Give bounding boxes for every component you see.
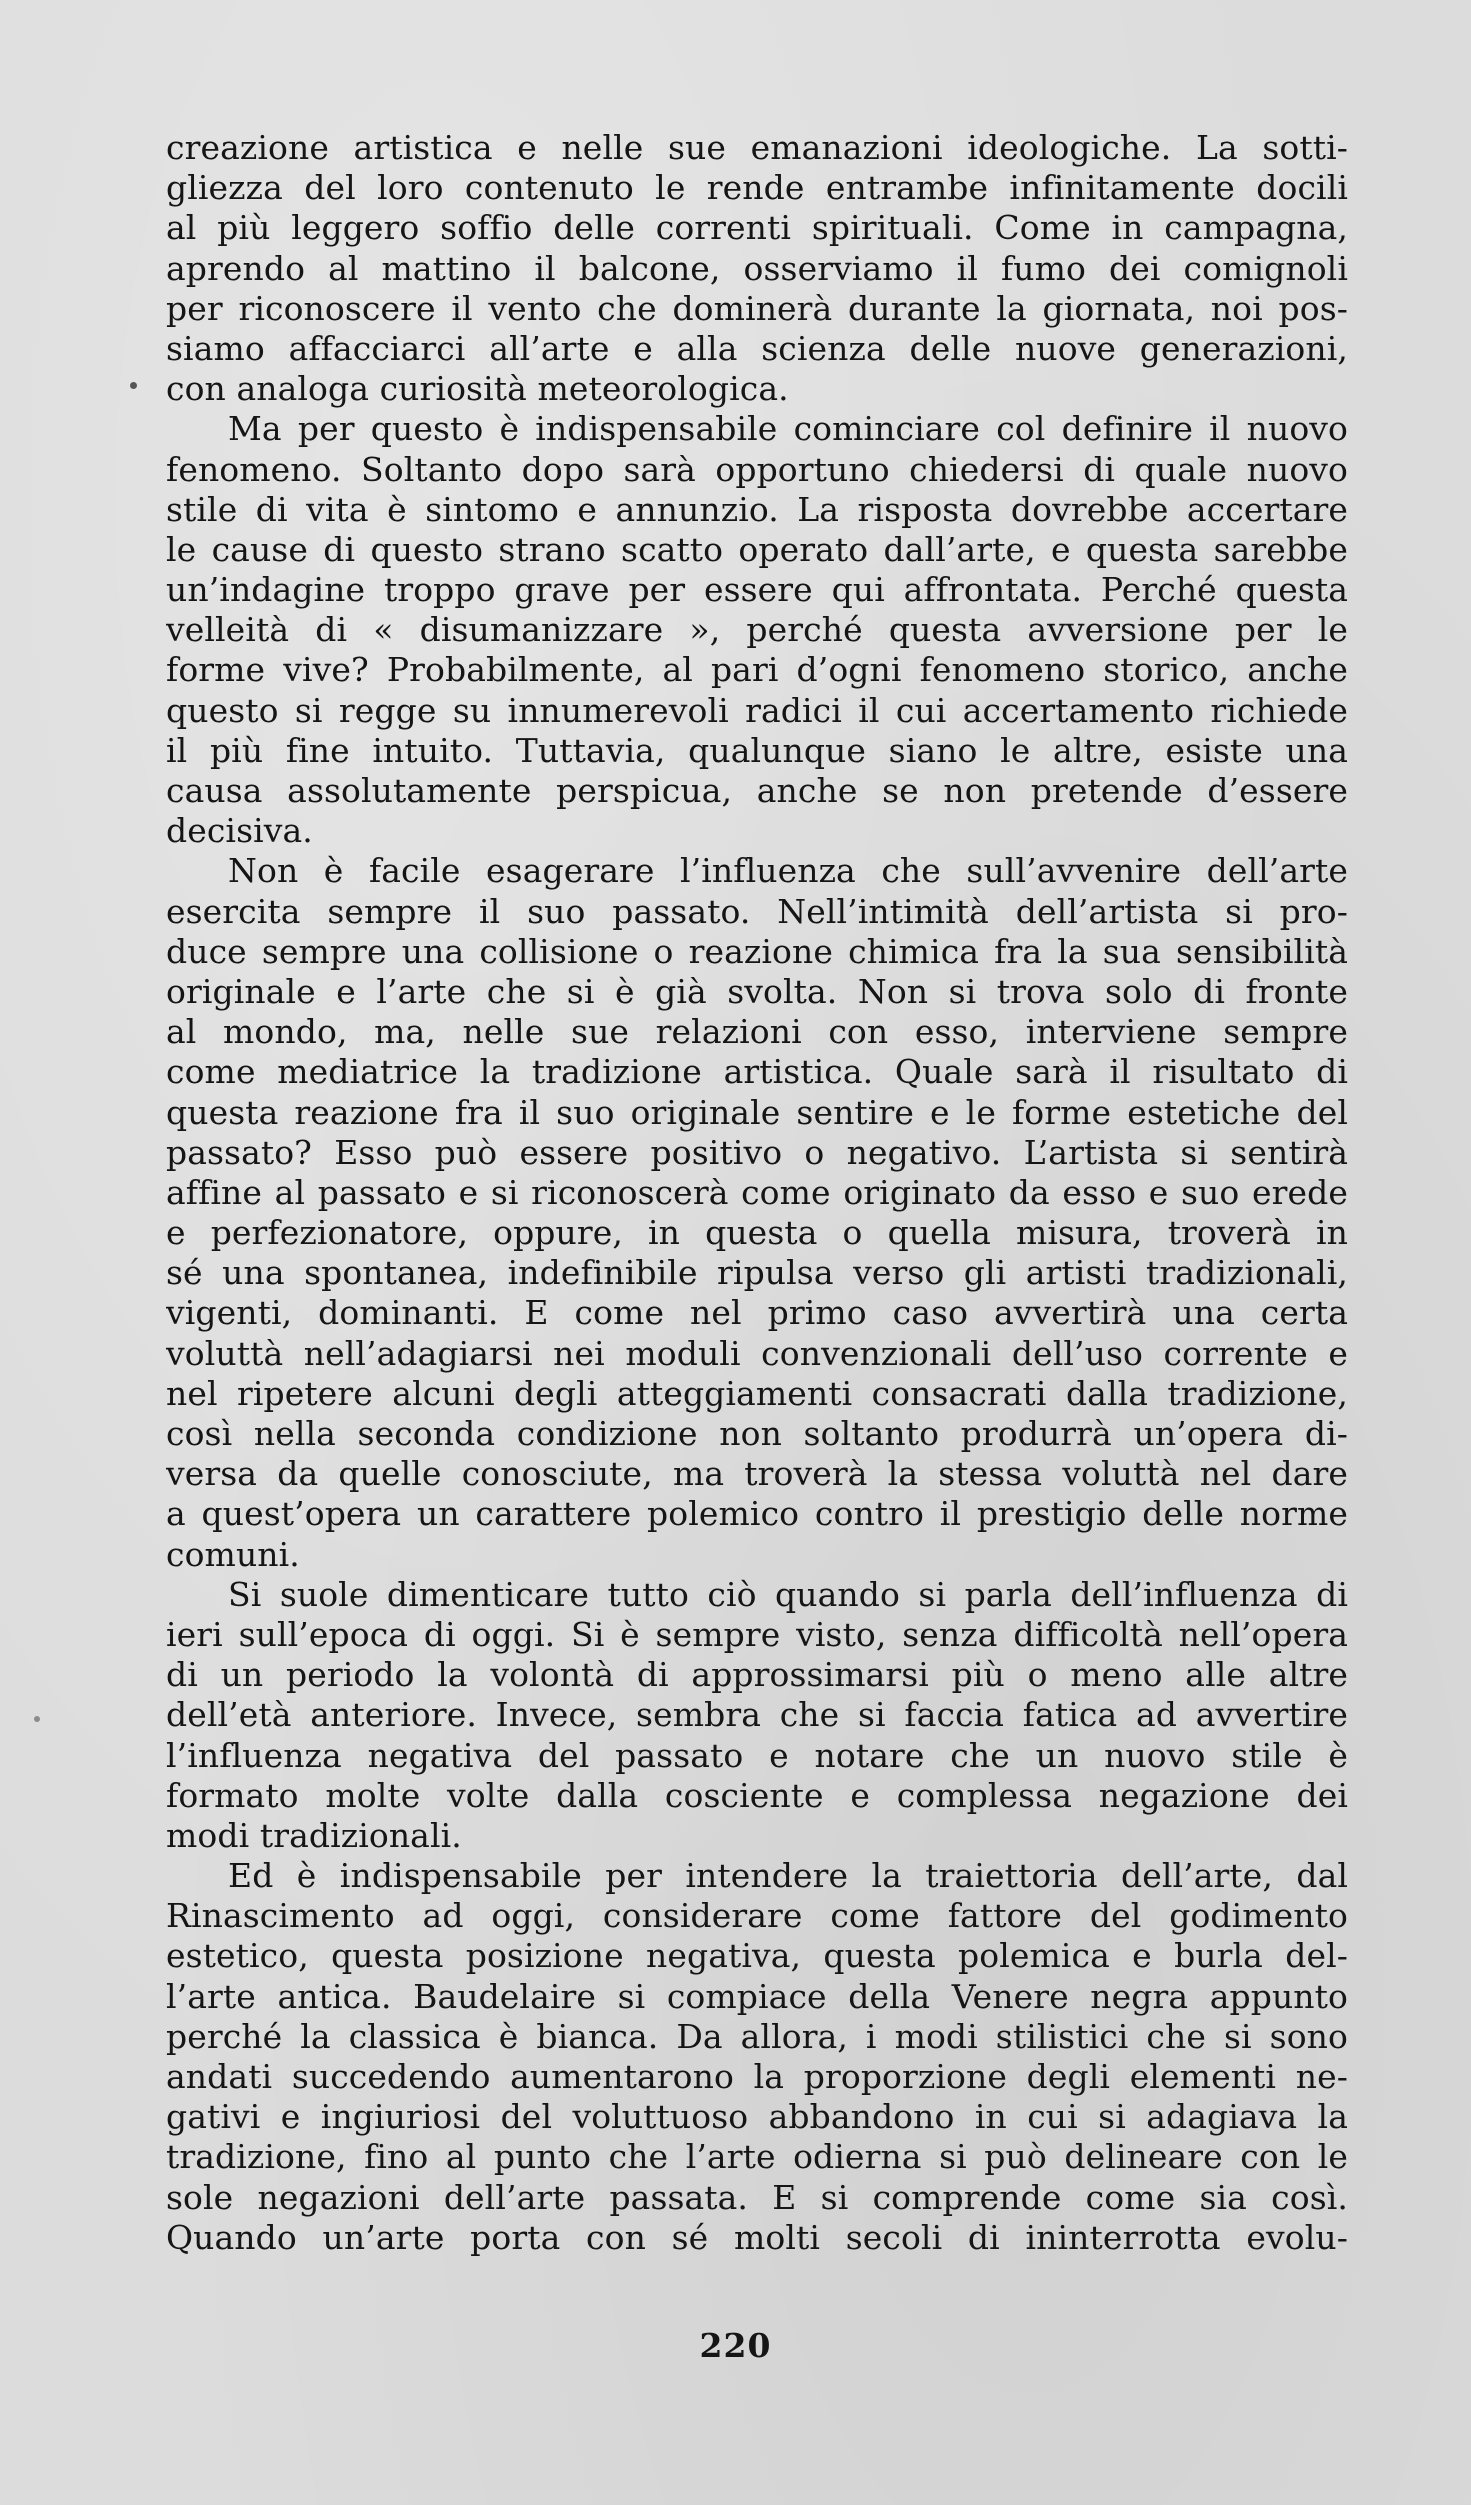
page-number: 220 [699, 2326, 772, 2365]
text-line: comuni. [166, 1534, 300, 1574]
text-line: gliezza del loro contenuto le rende entrambe infinitamente docili [166, 168, 1348, 208]
text-line: esercita sempre il suo passato. Nell’intimità dell’artista si pro- [166, 891, 1348, 931]
text-line: aprendo al mattino il balcone, osserviamo il fumo dei comignoli [166, 248, 1348, 288]
text-line: passato? Esso può essere positivo o negativo. L’artista si sentirà [166, 1132, 1348, 1172]
text-line: con analoga curiosità meteorologica. [166, 369, 789, 409]
text-line: nel ripetere alcuni degli atteggiamenti consacrati dalla tradizione, [166, 1373, 1348, 1413]
text-line: le cause di questo strano scatto operato dall’arte, e questa sarebbe [166, 529, 1348, 569]
text-line: decisiva. [166, 811, 313, 851]
text-line: causa assolutamente perspicua, anche se non pretende d’essere [166, 771, 1348, 810]
text-line: Ed è indispensabile per intendere la traiettoria dell’arte, dal [228, 1856, 1348, 1896]
text-line: vigenti, dominanti. E come nel primo caso avvertirà una certa [166, 1293, 1348, 1333]
text-line: versa da quelle conosciute, ma troverà la stessa voluttà nel dare [166, 1454, 1348, 1494]
text-line: formato molte volte dalla cosciente e complessa negazione dei [166, 1775, 1348, 1815]
print-speck [34, 1716, 40, 1722]
text-line: estetico, questa posizione negativa, questa polemica e burla del- [166, 1936, 1348, 1976]
text-line: ieri sull’epoca di oggi. Si è sempre visto, senza difficoltà nell’opera [166, 1614, 1348, 1654]
text-line: come mediatrice la tradizione artistica. Quale sarà il risultato di [166, 1052, 1348, 1092]
text-line: Si suole dimenticare tutto ciò quando si parla dell’influenza di [228, 1574, 1348, 1614]
text-line: Non è facile esagerare l’influenza che sull’avvenire dell’arte [228, 851, 1348, 891]
text-line: creazione artistica e nelle sue emanazioni ideologiche. La sotti- [166, 128, 1348, 167]
text-line: forme vive? Probabilmente, al pari d’ogni fenomeno storico, anche [166, 650, 1348, 690]
text-line: per riconoscere il vento che dominerà durante la giornata, noi pos- [166, 288, 1348, 328]
text-line: Rinascimento ad oggi, considerare come fattore del godimento [166, 1896, 1348, 1936]
text-line: Ma per questo è indispensabile cominciare col definire il nuovo [228, 409, 1348, 449]
text-line: dell’età anteriore. Invece, sembra che si faccia fatica ad avvertire [166, 1695, 1348, 1735]
text-line: un’indagine troppo grave per essere qui affrontata. Perché questa [166, 570, 1348, 610]
text-line: il più fine intuito. Tuttavia, qualunque siano le altre, esiste una [166, 730, 1348, 770]
text-line: questo si regge su innumerevoli radici il cui accertamento richiede [166, 690, 1348, 730]
print-speck [130, 382, 137, 389]
text-line: così nella seconda condizione non soltanto produrrà un’opera di- [166, 1414, 1348, 1453]
text-line: stile di vita è sintomo e annunzio. La risposta dovrebbe accertare [166, 489, 1348, 529]
text-line: Quando un’arte porta con sé molti secoli di ininterrotta evolu- [166, 2217, 1348, 2257]
text-line: duce sempre una collisione o reazione chimica fra la sua sensibilità [166, 931, 1348, 971]
text-line: siamo affacciarci all’arte e alla scienza delle nuove generazioni, [166, 328, 1348, 368]
text-line: e perfezionatore, oppure, in questa o quella misura, troverà in [166, 1213, 1348, 1253]
text-line: affine al passato e si riconoscerà come originato da esso e suo erede [166, 1172, 1348, 1212]
text-line: andati succedendo aumentarono la proporzione degli elementi ne- [166, 2057, 1348, 2096]
body-text [166, 128, 1348, 2258]
text-line: l’arte antica. Baudelaire si compiace della Venere negra appunto [166, 1976, 1348, 2016]
text-line: gativi e ingiuriosi del voluttuoso abbandono in cui si adagiava la [166, 2097, 1348, 2137]
text-line: tradizione, fino al punto che l’arte odierna si può delineare con le [166, 2137, 1348, 2177]
text-line: velleità di « disumanizzare », perché questa avversione per le [166, 610, 1348, 650]
text-line: sole negazioni dell’arte passata. E si comprende come sia così. [166, 2177, 1348, 2217]
text-line: sé una spontanea, indefinibile ripulsa verso gli artisti tradizionali, [166, 1253, 1348, 1293]
text-line: originale e l’arte che si è già svolta. Non si trova solo di fronte [166, 971, 1348, 1011]
text-line: al mondo, ma, nelle sue relazioni con esso, interviene sempre [166, 1012, 1348, 1052]
text-line: fenomeno. Soltanto dopo sarà opportuno chiedersi di quale nuovo [166, 449, 1348, 489]
text-line: questa reazione fra il suo originale sentire e le forme estetiche del [166, 1092, 1348, 1132]
text-line: al più leggero soffio delle correnti spirituali. Come in campagna, [166, 208, 1348, 248]
text-line: di un periodo la volontà di approssimarsi più o meno alle altre [166, 1655, 1348, 1695]
text-line: voluttà nell’adagiarsi nei moduli convenzionali dell’uso corrente e [166, 1333, 1348, 1373]
text-line: modi tradizionali. [166, 1815, 462, 1855]
text-line: l’influenza negativa del passato e notare che un nuovo stile è [166, 1735, 1348, 1775]
text-line: perché la classica è bianca. Da allora, i modi stilistici che si sono [166, 2016, 1348, 2056]
text-line: a quest’opera un carattere polemico contro il prestigio delle norme [166, 1494, 1348, 1534]
